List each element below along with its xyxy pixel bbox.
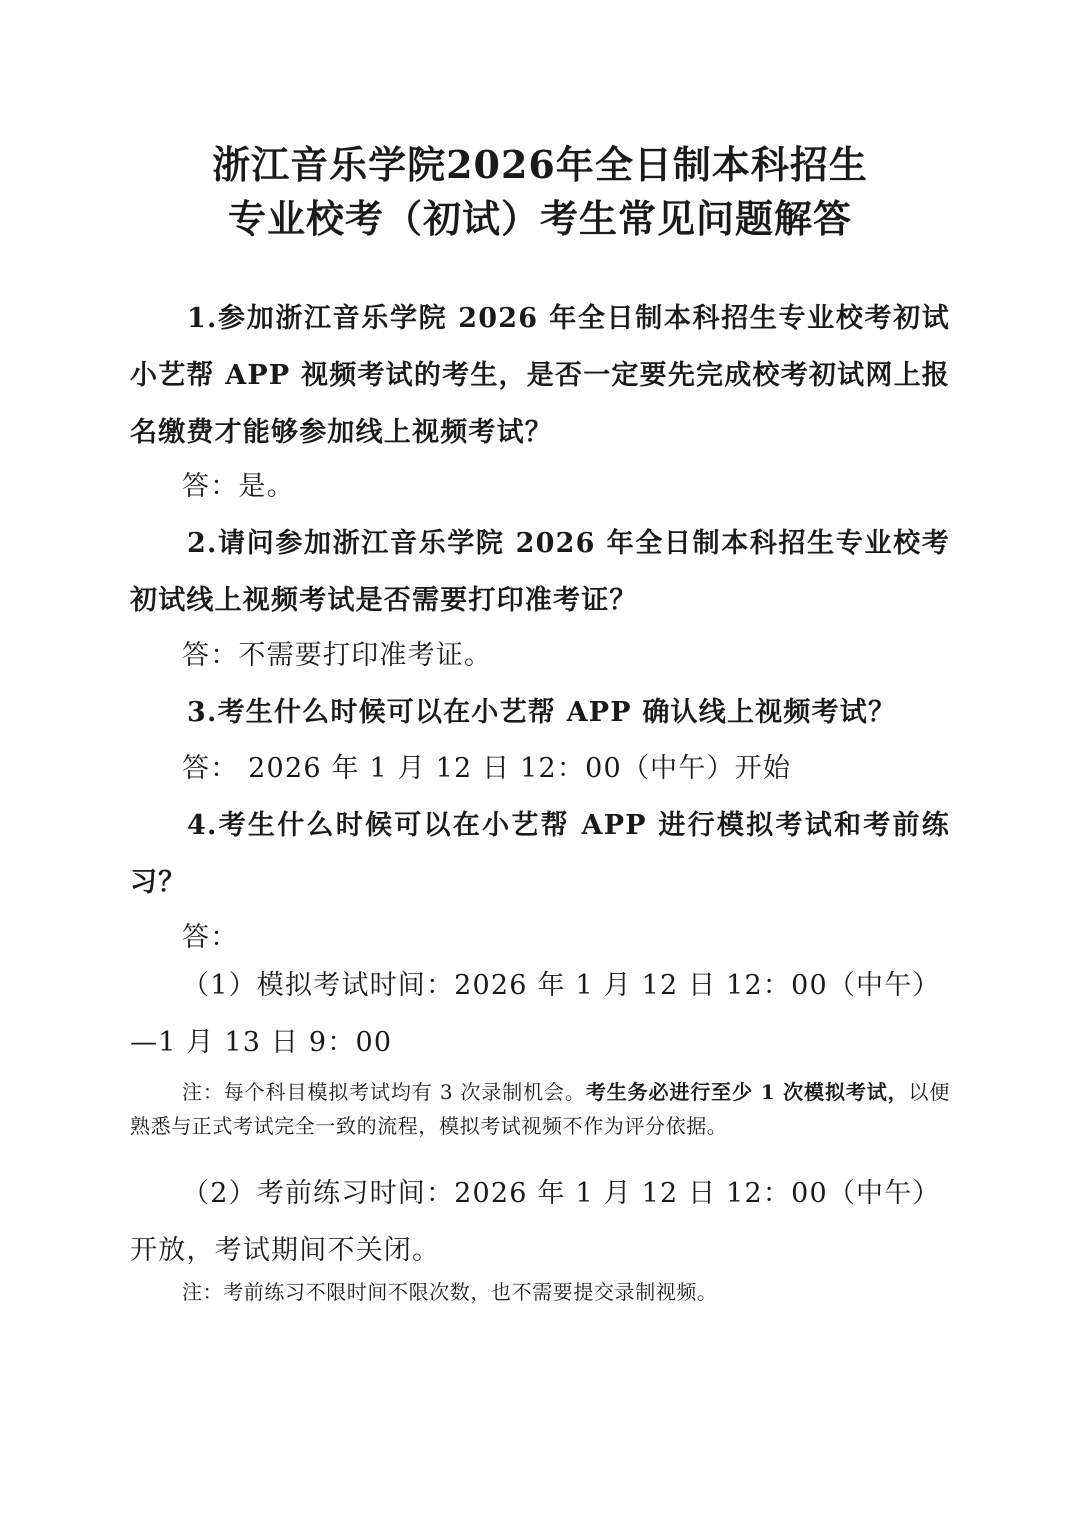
- answer-4-note-2: 注：考前练习不限时间不限次数，也不需要提交录制视频。: [182, 1280, 718, 1304]
- answer-3: 答： 2026 年 1 月 12 日 12：00（中午）开始: [182, 753, 792, 784]
- question-1: 1.参加浙江音乐学院 2026 年全日制本科招生专业校考初试小艺帮 APP 视频考试的考生，是否一定要先完成校考初试网上报名缴费才能够参加线上视频考试？: [130, 303, 950, 448]
- question-4: 4.考生什么时候可以在小艺帮 APP 进行模拟考试和考前练习？: [130, 810, 950, 898]
- answer-4-note-1: [130, 1075, 950, 1143]
- document-title-line-1: 浙江音乐学院2026年全日制本科招生: [212, 142, 868, 187]
- answer-2: 答：不需要打印准考证。: [182, 640, 493, 671]
- question-3: 3.考生什么时候可以在小艺帮 APP 确认线上视频考试？: [187, 697, 897, 728]
- note-1-emphasis: 考生务必进行至少 1 次模拟考试，: [585, 1080, 909, 1104]
- question-2: 2.请问参加浙江音乐学院 2026 年全日制本科招生专业校考初试线上视频考试是否需要打印准考证？: [130, 528, 950, 616]
- note-1-suffix: 以便熟悉与正式考试完全一致的流程，模拟考试视频不作为评分依据。: [130, 1080, 950, 1138]
- answer-1: 答：是。: [182, 471, 295, 502]
- answer-4-label: 答：: [182, 922, 239, 953]
- document-title-line-2: 专业校考（初试）考生常见问题解答: [227, 196, 852, 241]
- answer-4-item-2: （2）考前练习时间：2026 年 1 月 12 日 12：00（中午）开放，考试期间不关闭。: [130, 1178, 941, 1266]
- note-1-prefix: 注：每个科目模拟考试均有 3 次录制机会。: [182, 1080, 586, 1104]
- answer-4-item-1: （1）模拟考试时间：2026 年 1 月 12 日 12：00（中午）—1 月 13 日 9：00: [130, 970, 941, 1058]
